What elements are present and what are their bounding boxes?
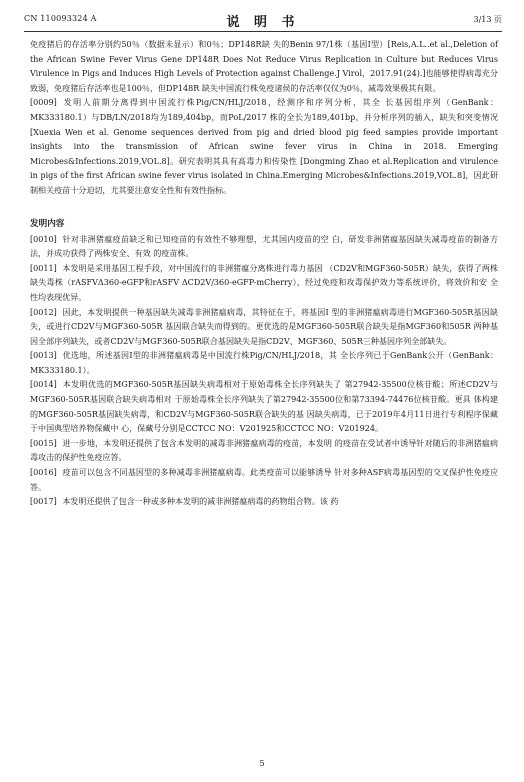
paragraph-number: [0011] bbox=[30, 263, 57, 273]
paragraph-text: 进一步地，本发明还提供了包含本发明的减毒非洲猪瘟病毒的疫苗，本发明 的疫苗在受试者中诱导针对随后的非洲猪瘟病毒攻击的保护性免疫应答。 bbox=[30, 438, 498, 463]
page-indicator: 3/13 页 bbox=[473, 15, 502, 24]
paragraph-number: [0009] bbox=[30, 98, 57, 108]
paragraph-text: 本发明是采用基因工程手段，对中国流行的非洲猪瘟分离株进行毒力基因 （CD2V和MGF360-505R）缺失，获得了两株缺失毒株（rASFVΔ360-eGFP和rASFV ΔCD2V/360-eGFP-mCherry），经过免疫和攻毒保护效力等系统评价，将效价和安 全性均表现优异。 bbox=[30, 263, 499, 302]
paragraph-0009 bbox=[30, 96, 498, 198]
paragraph-text: 发明人前期分离得到中国流行株Pig/CN/HLJ/2018，经测序和序列分析，其全 长基因组序列（GenBank：MK333180.1）与DB/LN/2018均为189,404bp，而PoL/2017 株的全长为189,401bp，并分析序列的插入，缺失和突变情况[Xuexia Wen et al. Genome sequences derived from pig and dried blood pig feed sampies provide important insights into the transmission of African swine fever virus in China in 2018. Emerging Microbes&Infections.2019,VOL.8]。研究表明其具有高毒力和传染性 [Dongming Zhao et al.Replication and virulence in pigs of the first African swine fever virus isolated in China.Emerging Microbes&Infections.2019,VOL.8]，因此研制相关疫苗十分迫切，尤其要注意安全性和有效性指标。 bbox=[30, 98, 498, 195]
page-header bbox=[24, 10, 502, 30]
paragraph-0013 bbox=[30, 349, 498, 378]
paragraph-0012 bbox=[30, 306, 498, 350]
paragraph-number: [0017] bbox=[30, 497, 57, 507]
paragraph-text: 因此，本发明提供一种基因缺失减毒非洲猪瘟病毒，其特征在于，将基因I 型的非洲猪瘟病毒进行MGF360-505R基因缺失，或进行CD2V与MGF360-505R 基因联合缺失而得到的。更优选的是MGF360-505R联合缺失是指MGF360和505R 两种基因全部序列缺失，或者CD2V与MGF360-505R联合基因缺失是指CD2V、MGF360、505R三种基因序列全部缺失。 bbox=[30, 307, 498, 346]
paragraph-text: 本发明优选的MGF360-505R基因缺失病毒相对于原始毒株全长序列缺失了 第27942-35500位核苷酸；所述CD2V与MGF360-505R基因联合缺失病毒相对 于原始毒株全长序列缺失了第27942-35500位和第73394-74476位核苷酸。更具 体构建的MGF360-505R基因缺失病毒，和CD2V与MGF360-505R联合缺失的基 因缺失病毒，已于2019年4月11日进行专利程序保藏于中国典型培养物保藏中 心，保藏号分别是CCTCC NO：V201925和CCTCC NO：V201924。 bbox=[30, 380, 499, 434]
paragraph-text: 针对非洲猪瘟疫苗缺乏和已知疫苗的有效性不够理想，尤其国内疫苗的空 白，研发非洲猪瘟基因缺失减毒疫苗的制备方法，并成功获得了两株安全、有效 的疫苗株。 bbox=[30, 234, 498, 259]
paragraph-0017 bbox=[30, 495, 498, 510]
paragraph-0015 bbox=[30, 437, 498, 466]
paragraph-continuation bbox=[30, 38, 498, 96]
paragraph-number: [0015] bbox=[30, 438, 57, 448]
paragraph-number: [0012] bbox=[30, 307, 57, 317]
paragraph-0010 bbox=[30, 233, 498, 262]
paragraph-text: 免疫猪后的存活率分别约50％（数据未显示）和0％；DP148R缺 失的Benin 97/1株（基因I型）[Reis,A.L..et al.,Deletion of the African Swine Fever Virus Gene DP148R Does Not Reduce Virus Replication in Culture but Reduces Virus Virulence in Pigs and Induces High Levels of Protection against Challenge.J Virol，2017.91(24).]也能够使得病毒充分致弱，免疫猪后存活率也是100％，但DP148R 缺失中国流行株免疫诸侯的存活率仅仅为0％，减毒效果极其有限。 bbox=[30, 40, 499, 93]
paragraph-number: [0016] bbox=[30, 468, 57, 478]
document-body bbox=[30, 38, 498, 510]
paragraph-text: 本发明还提供了包含一种或多种本发明的减非洲猪瘟病毒的药物组合物。该 药 bbox=[62, 497, 339, 507]
patent-number: CN 110093324 A bbox=[24, 14, 97, 23]
header-rule bbox=[24, 31, 502, 32]
paragraph-text: 疫苗可以包含不同基因型的多种减毒非洲猪瘟病毒。此类疫苗可以能够诱导 针对多种ASF病毒基因型的交叉保护性免疫应答。 bbox=[30, 468, 498, 492]
paragraph-0014 bbox=[30, 378, 498, 436]
paragraph-number: [0010] bbox=[30, 234, 57, 244]
paragraph-0011 bbox=[30, 262, 498, 306]
paragraph-number: [0014] bbox=[30, 380, 57, 390]
paragraph-0016 bbox=[30, 466, 498, 495]
document-title: 说 明 书 bbox=[226, 15, 300, 30]
section-heading: 发明内容 bbox=[30, 218, 65, 229]
paragraph-text: 优选地，所述基因I型的非洲猪瘟病毒是中国流行株Pig/CN/HLJ/2018，其 全长序列已于GenBank公开（GenBank：MK333180.1）。 bbox=[30, 351, 498, 375]
paragraph-number: [0013] bbox=[30, 351, 57, 361]
page-number: 5 bbox=[259, 759, 265, 768]
